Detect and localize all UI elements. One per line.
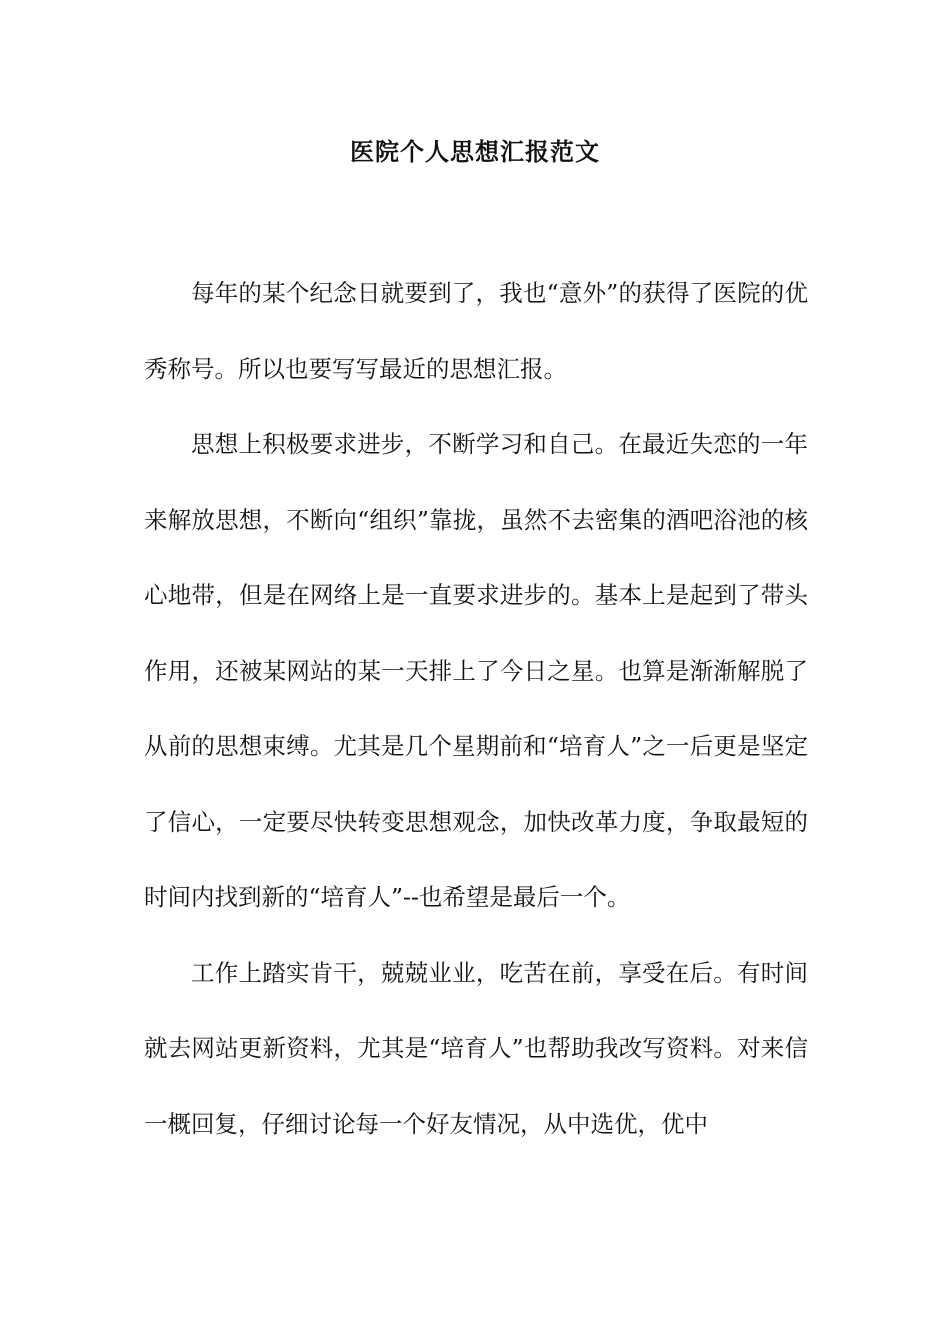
document-body bbox=[144, 256, 808, 1162]
document-title: 医院个人思想汇报范文 bbox=[350, 137, 600, 166]
paragraph-1: 每年的某个纪念日就要到了，我也“意外”的获得了医院的优秀称号。所以也要写写最近的思想汇报。 bbox=[144, 279, 808, 383]
paragraph-2: 思想上积极要求进步，不断学习和自己。在最近失恋的一年来解放思想，不断向“组织”靠拢，虽然不去密集的酒吧浴池的核心地带，但是在网络上是一直要求进步的。基本上是起到了带头作用，还被某网站的某一天排上了今日之星。也算是渐渐解脱了从前的思想束缚。尤其是几个星期前和“培育人”之一后更是坚定了信心，一定要尽快转变思想观念，加快改革力度，争取最短的时间内找到新的“培育人”--也希望是最后一个。 bbox=[144, 430, 808, 911]
paragraph-3: 工作上踏实肯干，兢兢业业，吃苦在前，享受在后。有时间就去网站更新资料，尤其是“培育人”也帮助我改写资料。对来信一概回复，仔细讨论每一个好友情况，从中选优，优中 bbox=[144, 958, 808, 1138]
